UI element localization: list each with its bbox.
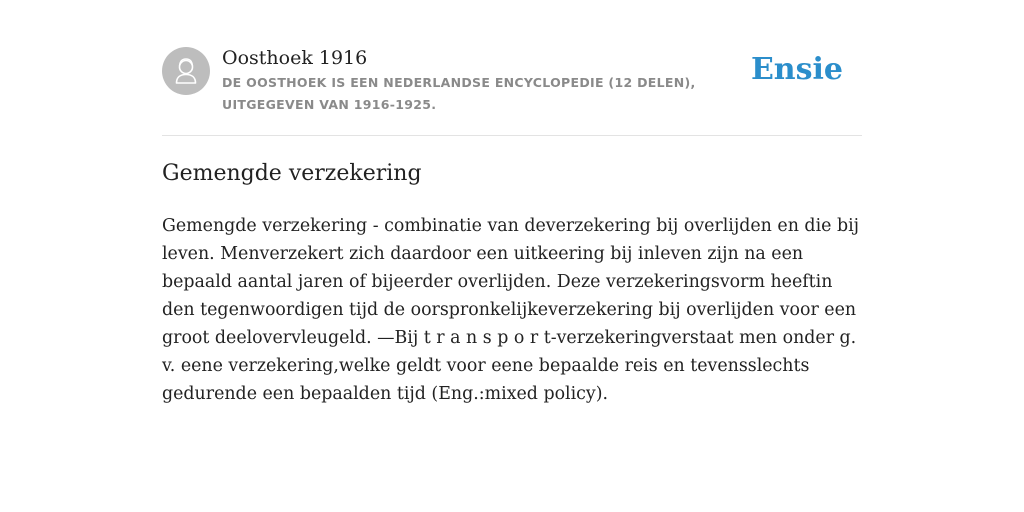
ensie-logo-link[interactable]: Ensie [750, 52, 843, 87]
source-title[interactable]: Oosthoek 1916 [222, 47, 368, 69]
source-avatar[interactable] [162, 47, 210, 95]
article-body: Gemengde verzekering - combinatie van deverzekering bij overlijden en die bij leven. Menverzekert zich daardoor een uitkeering bij inleven zijn na een bepaald aantal jaren of bijeerder overlijden. Deze verzekeringsvorm heeftin den tegenwoordigen tijd de oorspronkelijkeverzekering bij overlijden voor een groot deelovervleugeld. —Bij t r a n s p o r t-verzekeringverstaat men onder g. v. eene verzekering,welke geldt voor eene bepaalde reis en tevensslechts gedurende een bepaalden tijd (Eng.:mixed policy). [162, 216, 860, 404]
source-header [162, 46, 862, 118]
user-silhouette-icon [162, 47, 210, 95]
header-divider [162, 135, 862, 136]
article-title: Gemengde verzekering [162, 161, 422, 186]
source-description: DE OOSTHOEK IS EEN NEDERLANDSE ENCYCLOPEDIE (12 DELEN), UITGEGEVEN VAN 1916-1925. [222, 75, 696, 112]
